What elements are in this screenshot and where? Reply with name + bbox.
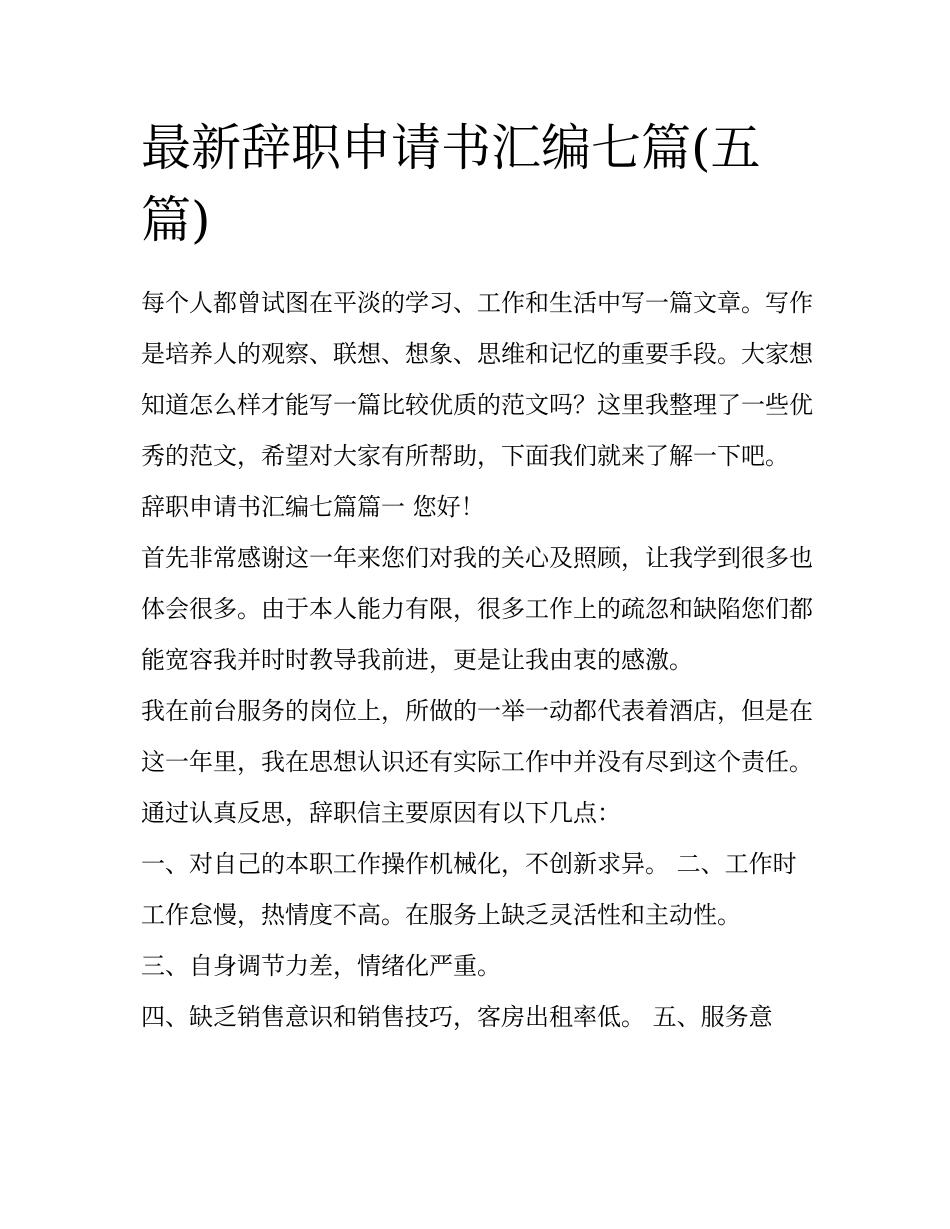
paragraph-section-heading: 辞职申请书汇编七篇篇一 您好！	[141, 493, 485, 521]
document-title: 最新辞职申请书汇编七篇(五篇)	[141, 119, 761, 249]
paragraph-reason-3: 三、自身调节力差，情绪化严重。	[141, 952, 501, 980]
document-body	[141, 278, 815, 1043]
paragraph-thanks: 首先非常感谢这一年来您们对我的关心及照顾，让我学到很多也体会很多。由于本人能力有限，很多工作上的疏忽和缺陷您们都能宽容我并时时教导我前进，更是让我由衷的感激。	[141, 544, 813, 674]
paragraph-reasons-4-5: 四、缺乏销售意识和销售技巧，客房出租率低。 五、服务意	[141, 1003, 773, 1031]
paragraph-front-desk: 我在前台服务的岗位上，所做的一举一动都代表着酒店，但是在这一年里，我在思想认识还有实际工作中并没有尽到这个责任。通过认真反思，辞职信主要原因有以下几点：	[141, 697, 813, 827]
paragraph-intro: 每个人都曾试图在平淡的学习、工作和生活中写一篇文章。写作是培养人的观察、联想、想象、思维和记忆的重要手段。大家想知道怎么样才能写一篇比较优质的范文吗？这里我整理了一些优秀的范文，希望对大家有所帮助，下面我们就来了解一下吧。	[141, 289, 813, 470]
paragraph-reasons-1-2: 一、对自己的本职工作操作机械化，不创新求异。 二、工作时工作怠慢，热情度不高。在服务上缺乏灵活性和主动性。	[141, 850, 797, 929]
